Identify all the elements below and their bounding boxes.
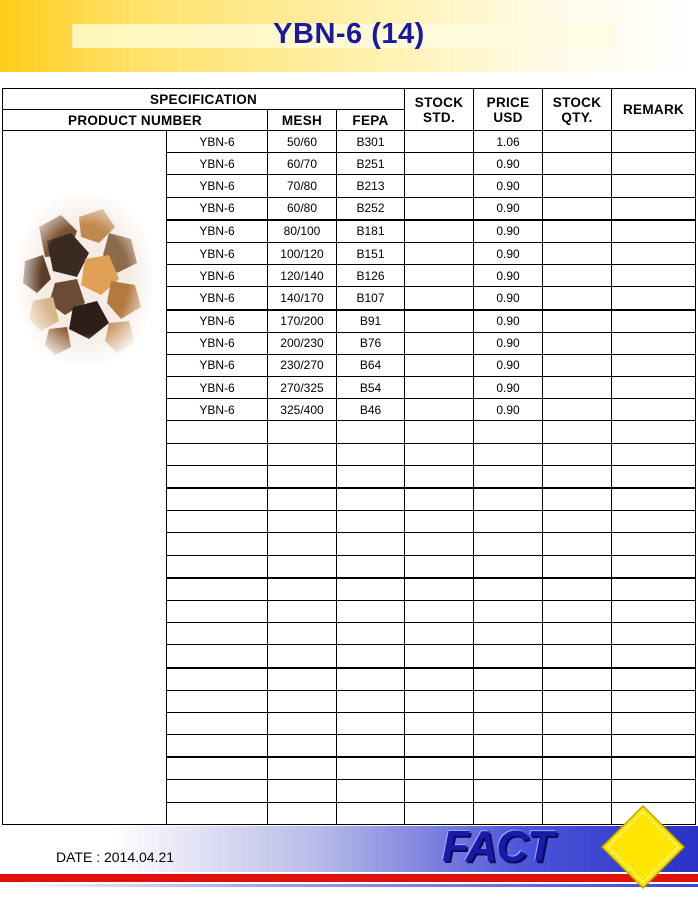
cell-product: YBN-6	[167, 332, 268, 354]
cell-remark	[612, 175, 696, 197]
cell-mesh: 270/325	[268, 377, 337, 399]
cell-price	[474, 533, 543, 555]
cell-mesh	[268, 421, 337, 443]
cell-stock-qty	[543, 600, 612, 622]
cell-fepa	[337, 555, 405, 578]
table-body	[3, 131, 696, 825]
cell-stock-std	[405, 712, 474, 734]
cell-stock-qty	[543, 197, 612, 220]
cell-price: 0.90	[474, 153, 543, 175]
cell-stock-std	[405, 332, 474, 354]
cell-fepa: B251	[337, 153, 405, 175]
header-stock-qty-line2: QTY.	[561, 109, 593, 125]
cell-stock-qty	[543, 757, 612, 780]
cell-stock-std	[405, 555, 474, 578]
cell-price	[474, 668, 543, 691]
cell-stock-std	[405, 623, 474, 645]
cell-product: YBN-6	[167, 377, 268, 399]
cell-fepa: B64	[337, 354, 405, 376]
cell-price: 0.90	[474, 399, 543, 421]
cell-remark	[612, 153, 696, 175]
cell-mesh: 100/120	[268, 242, 337, 264]
cell-remark	[612, 310, 696, 333]
cell-stock-qty	[543, 465, 612, 488]
cell-stock-qty	[543, 287, 612, 310]
cell-fepa	[337, 578, 405, 601]
header-stock-std-line2: STD.	[423, 109, 455, 125]
cell-fepa	[337, 712, 405, 734]
cell-stock-std	[405, 377, 474, 399]
cell-stock-qty	[543, 265, 612, 287]
cell-fepa: B126	[337, 265, 405, 287]
cell-stock-qty	[543, 511, 612, 533]
cell-price	[474, 645, 543, 668]
cell-fepa	[337, 443, 405, 465]
cell-fepa	[337, 645, 405, 668]
cell-product	[167, 668, 268, 691]
cell-stock-std	[405, 780, 474, 802]
cell-remark	[612, 533, 696, 555]
cell-fepa	[337, 802, 405, 824]
cell-stock-std	[405, 690, 474, 712]
cell-price	[474, 735, 543, 758]
cell-stock-qty	[543, 712, 612, 734]
cell-remark	[612, 421, 696, 443]
cell-price: 0.90	[474, 175, 543, 197]
diamond-crystals-image	[19, 197, 151, 362]
cell-stock-std	[405, 735, 474, 758]
cell-stock-std	[405, 802, 474, 824]
cell-stock-qty	[543, 242, 612, 264]
cell-fepa	[337, 780, 405, 802]
cell-remark	[612, 265, 696, 287]
cell-stock-qty	[543, 354, 612, 376]
cell-fepa	[337, 465, 405, 488]
cell-fepa: B181	[337, 220, 405, 243]
cell-product	[167, 465, 268, 488]
cell-mesh	[268, 757, 337, 780]
cell-price	[474, 488, 543, 511]
cell-stock-qty	[543, 399, 612, 421]
cell-product: YBN-6	[167, 354, 268, 376]
cell-product	[167, 690, 268, 712]
cell-product	[167, 600, 268, 622]
cell-mesh	[268, 780, 337, 802]
cell-price: 0.90	[474, 242, 543, 264]
cell-stock-std	[405, 399, 474, 421]
cell-product	[167, 488, 268, 511]
cell-stock-std	[405, 220, 474, 243]
cell-stock-qty	[543, 780, 612, 802]
cell-stock-std	[405, 354, 474, 376]
cell-mesh: 80/100	[268, 220, 337, 243]
cell-product: YBN-6	[167, 153, 268, 175]
header-specification: SPECIFICATION	[3, 89, 405, 110]
cell-price	[474, 421, 543, 443]
cell-stock-std	[405, 533, 474, 555]
cell-remark	[612, 690, 696, 712]
cell-price: 0.90	[474, 287, 543, 310]
cell-stock-qty	[543, 735, 612, 758]
cell-stock-std	[405, 578, 474, 601]
cell-product: YBN-6	[167, 399, 268, 421]
cell-price: 0.90	[474, 310, 543, 333]
cell-remark	[612, 757, 696, 780]
page-title: YBN-6 (14)	[273, 18, 425, 50]
header-mesh: MESH	[268, 110, 337, 131]
cell-stock-std	[405, 242, 474, 264]
cell-product	[167, 712, 268, 734]
cell-product	[167, 802, 268, 824]
header-row-1	[3, 89, 696, 110]
cell-mesh: 70/80	[268, 175, 337, 197]
cell-stock-std	[405, 131, 474, 153]
cell-mesh: 170/200	[268, 310, 337, 333]
cell-mesh	[268, 488, 337, 511]
cell-price: 1.06	[474, 131, 543, 153]
header-stock-qty	[543, 89, 612, 131]
cell-mesh	[268, 802, 337, 824]
cell-fepa: B46	[337, 399, 405, 421]
header-price-line2: USD	[493, 109, 523, 125]
cell-product	[167, 645, 268, 668]
cell-stock-std	[405, 488, 474, 511]
cell-mesh	[268, 578, 337, 601]
cell-fepa: B151	[337, 242, 405, 264]
cell-product: YBN-6	[167, 220, 268, 243]
cell-stock-qty	[543, 421, 612, 443]
cell-mesh	[268, 511, 337, 533]
header-fepa: FEPA	[337, 110, 405, 131]
header-price-line1: PRICE	[486, 94, 530, 110]
cell-product: YBN-6	[167, 242, 268, 264]
cell-price	[474, 757, 543, 780]
cell-remark	[612, 197, 696, 220]
cell-stock-qty	[543, 131, 612, 153]
cell-mesh: 50/60	[268, 131, 337, 153]
cell-fepa: B252	[337, 197, 405, 220]
cell-remark	[612, 354, 696, 376]
cell-product	[167, 533, 268, 555]
cell-mesh	[268, 712, 337, 734]
cell-price	[474, 780, 543, 802]
cell-stock-std	[405, 668, 474, 691]
cell-stock-std	[405, 600, 474, 622]
cell-stock-qty	[543, 623, 612, 645]
header-stock-std-line1: STOCK	[414, 94, 464, 110]
cell-fepa: B76	[337, 332, 405, 354]
cell-price	[474, 712, 543, 734]
cell-fepa	[337, 533, 405, 555]
cell-stock-qty	[543, 668, 612, 691]
footer-blue-stripe	[0, 884, 698, 887]
cell-stock-qty	[543, 645, 612, 668]
cell-stock-std	[405, 265, 474, 287]
cell-remark	[612, 220, 696, 243]
cell-stock-std	[405, 511, 474, 533]
cell-stock-std	[405, 645, 474, 668]
cell-mesh: 140/170	[268, 287, 337, 310]
cell-remark	[612, 623, 696, 645]
cell-fepa: B107	[337, 287, 405, 310]
cell-product	[167, 555, 268, 578]
cell-product	[167, 578, 268, 601]
cell-fepa: B91	[337, 310, 405, 333]
specification-table	[2, 88, 696, 825]
cell-remark	[612, 465, 696, 488]
cell-mesh	[268, 623, 337, 645]
cell-remark	[612, 668, 696, 691]
cell-price	[474, 443, 543, 465]
cell-remark	[612, 555, 696, 578]
cell-mesh	[268, 443, 337, 465]
cell-stock-qty	[543, 555, 612, 578]
cell-stock-qty	[543, 332, 612, 354]
header-remark: REMARK	[612, 89, 696, 131]
cell-mesh: 325/400	[268, 399, 337, 421]
cell-remark	[612, 131, 696, 153]
cell-stock-qty	[543, 377, 612, 399]
cell-remark	[612, 645, 696, 668]
cell-product	[167, 757, 268, 780]
cell-mesh	[268, 465, 337, 488]
cell-remark	[612, 735, 696, 758]
cell-stock-std	[405, 175, 474, 197]
cell-price: 0.90	[474, 377, 543, 399]
cell-mesh: 60/70	[268, 153, 337, 175]
cell-remark	[612, 780, 696, 802]
cell-remark	[612, 399, 696, 421]
cell-stock-qty	[543, 443, 612, 465]
cell-mesh: 60/80	[268, 197, 337, 220]
cell-remark	[612, 488, 696, 511]
cell-price	[474, 555, 543, 578]
cell-mesh	[268, 690, 337, 712]
cell-remark	[612, 600, 696, 622]
cell-remark	[612, 242, 696, 264]
cell-remark	[612, 332, 696, 354]
cell-price: 0.90	[474, 197, 543, 220]
cell-fepa: B54	[337, 377, 405, 399]
cell-fepa	[337, 600, 405, 622]
cell-product: YBN-6	[167, 175, 268, 197]
cell-stock-qty	[543, 310, 612, 333]
cell-price: 0.90	[474, 332, 543, 354]
table-row	[3, 131, 696, 153]
cell-stock-std	[405, 310, 474, 333]
cell-product	[167, 511, 268, 533]
cell-fepa	[337, 511, 405, 533]
cell-price: 0.90	[474, 354, 543, 376]
cell-fepa	[337, 735, 405, 758]
cell-mesh	[268, 735, 337, 758]
cell-mesh	[268, 533, 337, 555]
cell-stock-qty	[543, 690, 612, 712]
cell-product: YBN-6	[167, 287, 268, 310]
cell-price	[474, 465, 543, 488]
cell-price: 0.90	[474, 265, 543, 287]
cell-price	[474, 600, 543, 622]
cell-product	[167, 780, 268, 802]
footer-red-stripe	[0, 874, 698, 882]
cell-product	[167, 443, 268, 465]
product-image-cell	[3, 131, 167, 825]
cell-product	[167, 735, 268, 758]
cell-product: YBN-6	[167, 197, 268, 220]
cell-stock-qty	[543, 153, 612, 175]
cell-remark	[612, 511, 696, 533]
cell-fepa	[337, 488, 405, 511]
cell-mesh	[268, 600, 337, 622]
cell-mesh	[268, 645, 337, 668]
cell-remark	[612, 443, 696, 465]
cell-mesh: 230/270	[268, 354, 337, 376]
fact-brand-logo: FACT	[442, 822, 553, 871]
yellow-diamond-logo-icon	[600, 804, 686, 890]
cell-stock-std	[405, 197, 474, 220]
header-stock-qty-line1: STOCK	[552, 94, 602, 110]
cell-stock-std	[405, 421, 474, 443]
cell-remark	[612, 578, 696, 601]
cell-price	[474, 690, 543, 712]
cell-product: YBN-6	[167, 310, 268, 333]
cell-price	[474, 511, 543, 533]
document-date: DATE : 2014.04.21	[56, 849, 175, 865]
cell-price: 0.90	[474, 220, 543, 243]
cell-fepa	[337, 757, 405, 780]
header-stock-std	[405, 89, 474, 131]
cell-price	[474, 578, 543, 601]
cell-remark	[612, 287, 696, 310]
cell-stock-std	[405, 757, 474, 780]
cell-stock-qty	[543, 175, 612, 197]
cell-stock-qty	[543, 533, 612, 555]
cell-fepa	[337, 668, 405, 691]
cell-stock-std	[405, 443, 474, 465]
cell-fepa	[337, 623, 405, 645]
cell-mesh: 200/230	[268, 332, 337, 354]
cell-product	[167, 421, 268, 443]
cell-stock-qty	[543, 488, 612, 511]
cell-stock-std	[405, 287, 474, 310]
cell-product	[167, 623, 268, 645]
cell-mesh	[268, 668, 337, 691]
cell-stock-std	[405, 153, 474, 175]
cell-product: YBN-6	[167, 131, 268, 153]
cell-price	[474, 623, 543, 645]
header-product-number: PRODUCT NUMBER	[3, 110, 268, 131]
cell-fepa: B213	[337, 175, 405, 197]
cell-fepa: B301	[337, 131, 405, 153]
cell-fepa	[337, 690, 405, 712]
cell-fepa	[337, 421, 405, 443]
cell-stock-std	[405, 465, 474, 488]
cell-mesh	[268, 555, 337, 578]
cell-stock-qty	[543, 220, 612, 243]
cell-mesh: 120/140	[268, 265, 337, 287]
cell-stock-qty	[543, 578, 612, 601]
cell-product: YBN-6	[167, 265, 268, 287]
cell-price	[474, 802, 543, 824]
cell-remark	[612, 712, 696, 734]
page-header	[0, 0, 698, 72]
cell-remark	[612, 377, 696, 399]
header-price	[474, 89, 543, 131]
